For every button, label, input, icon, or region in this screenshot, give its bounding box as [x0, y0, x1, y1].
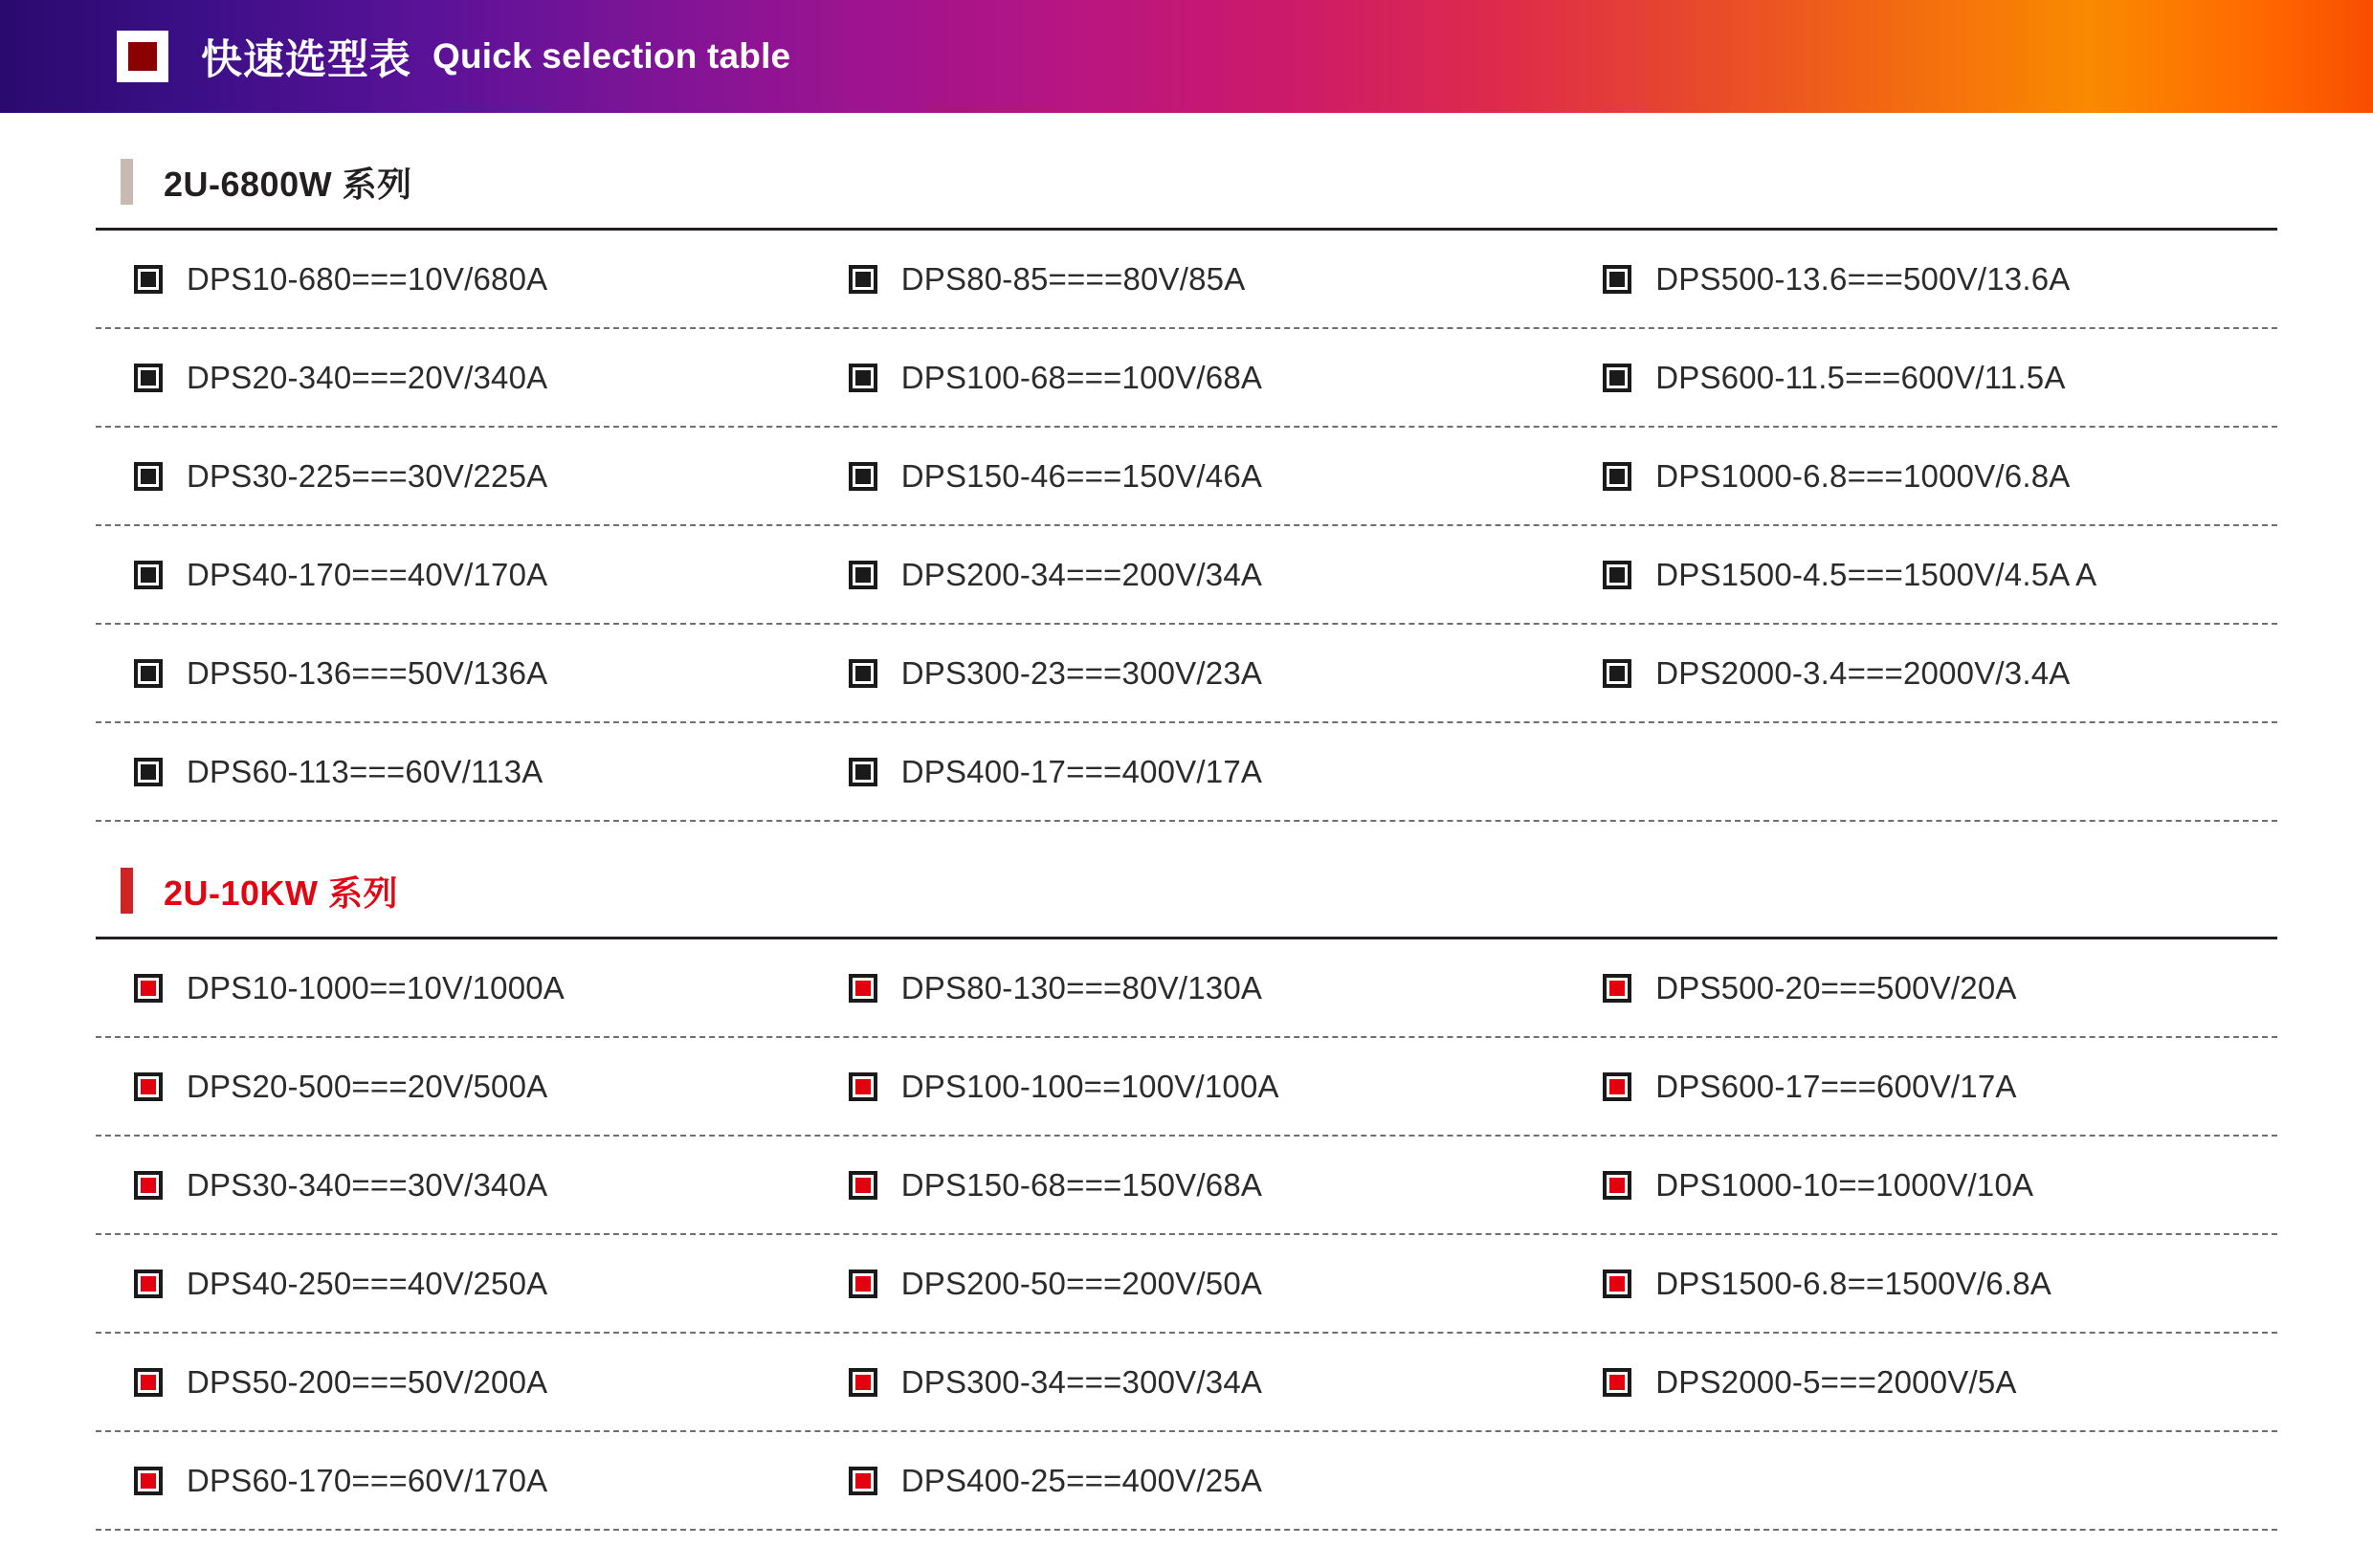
model-label: DPS20-340===20V/340A	[187, 359, 548, 395]
red-square-icon	[1603, 1270, 1631, 1298]
model-cell[interactable]	[820, 458, 1573, 495]
model-label: DPS50-200===50V/200A	[187, 1363, 548, 1400]
table-row	[96, 1334, 2277, 1432]
model-label: DPS80-130===80V/130A	[900, 969, 1263, 1005]
black-square-icon	[849, 659, 877, 688]
model-cell[interactable]	[96, 655, 820, 692]
model-label: DPS20-500===20V/500A	[187, 1068, 548, 1104]
section-2u-6800w	[0, 136, 2373, 822]
table-row	[96, 231, 2277, 329]
table-row	[96, 1137, 2277, 1235]
black-square-icon	[849, 561, 877, 589]
red-square-icon	[134, 1368, 163, 1397]
red-square-icon	[134, 1171, 163, 1200]
model-cell[interactable]	[820, 970, 1573, 1006]
red-square-icon	[849, 1270, 877, 1298]
model-label: DPS400-25===400V/25A	[900, 1462, 1263, 1498]
black-square-icon	[134, 758, 163, 786]
model-label: DPS40-250===40V/250A	[187, 1265, 548, 1301]
black-square-icon	[134, 659, 163, 688]
black-square-icon	[134, 364, 163, 392]
model-cell[interactable]	[1572, 360, 2277, 396]
black-square-icon	[849, 758, 877, 786]
model-label: DPS60-113===60V/113A	[187, 753, 543, 789]
red-square-icon	[1603, 1368, 1631, 1397]
model-label: DPS10-1000==10V/1000A	[187, 969, 566, 1005]
model-cell[interactable]	[1572, 261, 2277, 298]
model-label: DPS200-34===200V/34A	[900, 556, 1263, 592]
model-cell[interactable]	[1572, 458, 2277, 495]
model-cell[interactable]	[1572, 1167, 2277, 1204]
model-cell[interactable]	[96, 1167, 820, 1204]
red-square-icon	[849, 974, 877, 1003]
section-2u-10kw	[0, 845, 2373, 1531]
model-table-2u-10kw	[96, 937, 2277, 1531]
red-square-icon	[134, 974, 163, 1003]
model-label: DPS400-17===400V/17A	[900, 753, 1263, 789]
square-logo-icon	[117, 31, 168, 82]
red-square-icon	[134, 1467, 163, 1495]
model-label: DPS300-34===300V/34A	[900, 1363, 1263, 1400]
model-label: DPS1000-10==1000V/10A	[1655, 1166, 2034, 1203]
black-square-icon	[134, 265, 163, 294]
model-cell[interactable]	[96, 1463, 820, 1499]
model-label: DPS40-170===40V/170A	[187, 556, 548, 592]
model-label: DPS300-23===300V/23A	[900, 654, 1263, 691]
red-square-icon	[1603, 1072, 1631, 1101]
black-square-icon	[1603, 561, 1631, 589]
model-label: DPS2000-5===2000V/5A	[1655, 1363, 2017, 1400]
page-header	[0, 0, 2373, 113]
model-cell[interactable]	[820, 261, 1573, 298]
model-label: DPS200-50===200V/50A	[900, 1265, 1263, 1301]
model-label: DPS30-340===30V/340A	[187, 1166, 548, 1203]
section-accent-bar	[121, 159, 133, 205]
model-cell[interactable]	[820, 754, 1573, 790]
table-row	[96, 428, 2277, 526]
header-title-cn: 快速选型表	[201, 36, 411, 83]
table-row	[96, 329, 2277, 428]
table-row	[96, 723, 2277, 822]
model-label: DPS600-17===600V/17A	[1655, 1068, 2017, 1104]
model-cell[interactable]	[96, 360, 820, 396]
model-label: DPS100-68===100V/68A	[900, 359, 1263, 395]
model-label: DPS500-20===500V/20A	[1655, 969, 2017, 1005]
table-row	[96, 625, 2277, 723]
model-cell[interactable]	[96, 754, 820, 790]
model-cell[interactable]	[1572, 655, 2277, 692]
model-cell[interactable]	[820, 1069, 1573, 1105]
model-label: DPS600-11.5===600V/11.5A	[1655, 359, 2066, 395]
red-square-icon	[134, 1270, 163, 1298]
black-square-icon	[849, 265, 877, 294]
model-cell[interactable]	[96, 458, 820, 495]
model-label: DPS1500-4.5===1500V/4.5A A	[1655, 556, 2097, 592]
model-cell[interactable]	[96, 557, 820, 593]
black-square-icon	[1603, 659, 1631, 688]
model-cell[interactable]	[1572, 557, 2277, 593]
table-row	[96, 939, 2277, 1038]
model-cell[interactable]	[820, 557, 1573, 593]
red-square-icon	[134, 1072, 163, 1101]
model-label: DPS2000-3.4===2000V/3.4A	[1655, 654, 2071, 691]
model-label: DPS50-136===50V/136A	[187, 654, 548, 691]
black-square-icon	[1603, 364, 1631, 392]
model-label: DPS30-225===30V/225A	[187, 457, 548, 494]
table-row	[96, 526, 2277, 625]
model-cell[interactable]	[820, 1266, 1573, 1302]
section-header-2u-6800w	[92, 136, 2281, 228]
model-label: DPS10-680===10V/680A	[187, 260, 548, 297]
red-square-icon	[849, 1171, 877, 1200]
model-cell[interactable]	[820, 360, 1573, 396]
model-cell[interactable]	[820, 1364, 1573, 1401]
red-square-icon	[849, 1072, 877, 1101]
section-title: 2U-10KW 系列	[164, 872, 399, 913]
model-cell[interactable]	[96, 1364, 820, 1401]
table-row	[96, 1432, 2277, 1531]
black-square-icon	[1603, 265, 1631, 294]
black-square-icon	[1603, 462, 1631, 491]
model-label: DPS100-100==100V/100A	[900, 1068, 1279, 1104]
table-row	[96, 1038, 2277, 1137]
model-cell[interactable]	[96, 1069, 820, 1105]
model-cell[interactable]	[1572, 970, 2277, 1006]
model-cell[interactable]	[1572, 1364, 2277, 1401]
model-label: DPS80-85====80V/85A	[900, 260, 1246, 297]
model-cell[interactable]	[96, 261, 820, 298]
section-header-2u-10kw	[92, 845, 2281, 937]
header-title-en: Quick selection table	[432, 36, 791, 76]
black-square-icon	[849, 364, 877, 392]
black-square-icon	[134, 561, 163, 589]
black-square-icon	[134, 462, 163, 491]
model-label: DPS1500-6.8==1500V/6.8A	[1655, 1265, 2051, 1301]
section-title: 2U-6800W 系列	[164, 164, 412, 204]
red-square-icon	[1603, 974, 1631, 1003]
model-cell[interactable]	[1572, 1069, 2277, 1105]
model-table-2u-6800w	[96, 228, 2277, 822]
model-label: DPS150-46===150V/46A	[900, 457, 1263, 494]
red-square-icon	[849, 1467, 877, 1495]
model-cell[interactable]	[96, 970, 820, 1006]
model-cell[interactable]	[820, 1167, 1573, 1204]
red-square-icon	[849, 1368, 877, 1397]
model-label: DPS150-68===150V/68A	[900, 1166, 1263, 1203]
model-label: DPS1000-6.8===1000V/6.8A	[1655, 457, 2071, 494]
model-label: DPS500-13.6===500V/13.6A	[1655, 260, 2071, 297]
table-row	[96, 1235, 2277, 1334]
model-cell[interactable]	[820, 655, 1573, 692]
model-cell[interactable]	[820, 1463, 1573, 1499]
black-square-icon	[849, 462, 877, 491]
section-accent-bar	[121, 868, 133, 914]
model-cell[interactable]	[1572, 1266, 2277, 1302]
model-cell[interactable]	[96, 1266, 820, 1302]
red-square-icon	[1603, 1171, 1631, 1200]
model-label: DPS60-170===60V/170A	[187, 1462, 548, 1498]
